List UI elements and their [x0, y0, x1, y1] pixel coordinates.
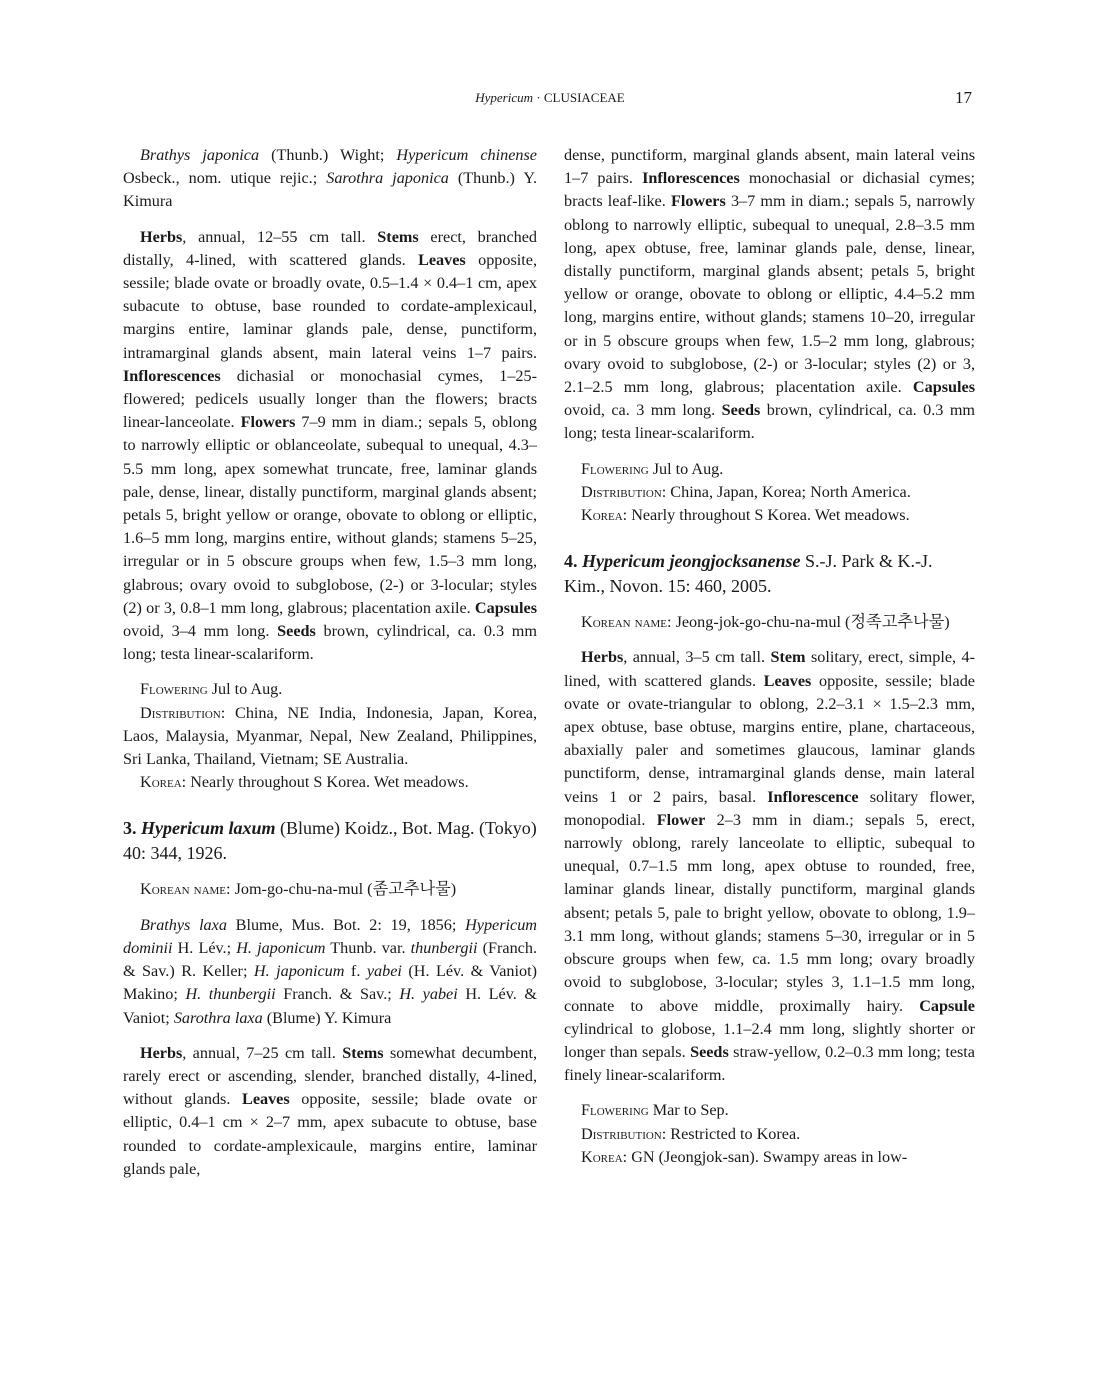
- bold-term: Leaves: [763, 671, 812, 690]
- text-run: Blume, Mus. Bot. 2: 19, 1856;: [226, 915, 466, 934]
- flowering-label: Flowering: [140, 680, 208, 699]
- bold-term: Stem: [770, 648, 806, 667]
- description-paragraph: [564, 646, 975, 1087]
- distribution-line: [564, 1123, 975, 1146]
- bold-term: Stems: [342, 1043, 384, 1062]
- bold-term: Inflorescences: [642, 169, 740, 188]
- text-run: ovoid, 3–4 mm long.: [123, 622, 278, 641]
- text-run: cylindrical to globose, 1.1–2.4 mm long, slightly shorter or longer than sepals.: [564, 1019, 975, 1061]
- species-name: Hypericum laxum: [141, 818, 276, 839]
- text-run: ovoid, ca. 3 mm long.: [564, 401, 722, 420]
- running-title: [0, 90, 1100, 106]
- korea-line: [564, 504, 975, 527]
- flowering-label: Flowering: [581, 459, 649, 478]
- text-run: somewhat decumbent, rarely erect or ascending, slender, branched distally, 4-lined, without glands.: [123, 1043, 538, 1109]
- text-run: brown, cylindrical, ca. 0.3 mm long; testa linear-scalariform.: [123, 622, 537, 664]
- text-run: monochasial or dichasial cymes; bracts leaf-like.: [564, 169, 976, 211]
- description-paragraph: [123, 226, 537, 667]
- bold-term: Seeds: [690, 1042, 729, 1061]
- bold-term: Flower: [656, 810, 706, 829]
- distribution-value: China, NE India, Indonesia, Japan, Korea, Laos, Malaysia, Myanmar, Nepal, New Zealand, Philippines, Sri Lanka, Thailand, Vietnam; SE Australia.: [123, 703, 537, 769]
- text-run: H. Lév. & Vaniot;: [123, 985, 537, 1027]
- text-run: opposite, sessile; blade ovate or ovate-triangular to oblong, 2.2–3.1 × 1.5–2.3 mm, apex obtuse, base obtuse, margins entire, plane, chartaceous, abaxially paler and sometimes glaucous, laminar glands punctiform, dense, intramarginal glands dense, main lateral veins 1 or 2 pairs, basal.: [564, 671, 975, 806]
- korean-name-label: Korean name:: [581, 613, 672, 632]
- korea-value: GN (Jeongjok-san). Swampy areas in low-: [627, 1147, 908, 1166]
- bold-term: Flowers: [670, 192, 726, 211]
- text-run: solitary, erect, simple, 4-lined, with scattered glands.: [564, 648, 976, 690]
- text-run: (Thunb.) Y. Kimura: [123, 169, 537, 211]
- synonyms-paragraph: [123, 914, 537, 1030]
- distribution-line: [123, 702, 537, 772]
- bold-term: Stems: [377, 227, 419, 246]
- korea-value: Nearly throughout S Korea. Wet meadows.: [627, 506, 910, 525]
- korean-name-value: Jeong-jok-go-chu-na-mul (정족고추나물): [671, 613, 950, 632]
- bold-term: Seeds: [277, 622, 316, 641]
- species-heading: [123, 816, 537, 866]
- text-run: opposite, sessile; blade ovate or broadly ovate, 0.5–1.4 × 0.4–1 cm, apex subacute to obtuse, base rounded to cordate-amplexicaul, margins entire, laminar glands pale, dense, punctiform, intramarginal glands absent, main lateral veins 1–7 pairs.: [123, 250, 537, 362]
- species-name: Hypericum jeongjocksanense: [582, 551, 801, 572]
- flowering-line: [564, 1099, 975, 1122]
- text-run: Thunb. var.: [325, 938, 411, 957]
- text-run: H. Lév.;: [172, 938, 237, 957]
- text-run: dense, punctiform, marginal glands absent, main lateral veins 1–7 pairs.: [564, 146, 975, 188]
- italic-name: Brathys laxa: [140, 915, 227, 934]
- synonyms-paragraph: [123, 144, 537, 214]
- italic-name: H. yabei: [399, 985, 458, 1004]
- species-heading: [564, 549, 975, 599]
- text-run: Osbeck., nom. utique rejic.;: [123, 169, 327, 188]
- flowering-value: Jul to Aug.: [648, 459, 724, 478]
- korea-label: Korea:: [581, 1147, 628, 1166]
- korea-value: Nearly throughout S Korea. Wet meadows.: [186, 773, 469, 792]
- text-run: f.: [344, 962, 367, 981]
- flowering-line: [123, 678, 537, 701]
- distribution-line: [564, 481, 975, 504]
- species-author: S.-J. Park & K.-J. Kim., Novon. 15: 460, 2005.: [564, 551, 933, 597]
- text-run: (Blume) Y. Kimura: [262, 1008, 392, 1027]
- korea-label: Korea:: [581, 506, 628, 525]
- bold-term: Capsules: [912, 378, 975, 397]
- italic-name: Sarothra japonica: [326, 169, 449, 188]
- korean-name-label: Korean name:: [140, 880, 231, 899]
- text-run: 3–7 mm in diam.; sepals 5, narrowly oblong to narrowly elliptic, subequal to unequal, 2.8–3.5 mm long, apex obtuse, free, laminar glands pale, dense, linear, distally punctiform, marginal glands absent; petals 5, bright yellow or orange, obovate to oblong or elliptic, 4.4–5.2 mm long, margins entire, without glands; stamens 10–20, irregular or in 5 obscure groups when few, 1.5–2 mm long, glabrous; ovary ovoid to subglobose, (2-) or 3-locular; styles (2) or 3, 2.1–2.5 mm long, glabrous; placentation axile.: [564, 192, 975, 397]
- text-run: 2–3 mm in diam.; sepals 5, erect, narrowly oblong, rarely lanceolate to elliptic, subequal to unequal, 0.7–1.5 mm long, apex obtuse to rounded, free, laminar glands linear, distally punctiform, marginal glands absent; petals 5, pale to bright yellow, obovate to oblong, 1.9–3.1 mm long, without glands; stamens 5–30, irregular or in 5 obscure groups when few, ca. 1.5 mm long; ovary broadly ovoid to subglobose, 3-locular; styles 3, 1.1–1.5 mm long, connate to above middle, proximally hairy.: [564, 810, 975, 1015]
- distribution-label: Distribution:: [581, 482, 667, 501]
- flowering-line: [564, 458, 975, 481]
- italic-name: H. thunbergii: [185, 985, 276, 1004]
- italic-name: yabei: [366, 962, 402, 981]
- korean-name-line: [123, 878, 537, 901]
- text-run: , annual, 12–55 cm tall.: [182, 227, 378, 246]
- species-author: (Blume) Koidz., Bot. Mag. (Tokyo) 40: 344, 1926.: [123, 818, 537, 864]
- text-run: dichasial or monochasial cymes, 1–25-flowered; pedicels usually longer than the flowers; bracts linear-lanceolate.: [123, 366, 537, 432]
- species-number: 3.: [123, 818, 137, 839]
- bold-term: Capsules: [474, 598, 537, 617]
- italic-name: Sarothra laxa: [173, 1008, 263, 1027]
- text-run: , annual, 7–25 cm tall.: [182, 1043, 343, 1062]
- running-title-genus: Hypericum: [475, 90, 534, 105]
- page-number: 17: [955, 88, 972, 107]
- flowering-label: Flowering: [581, 1101, 649, 1120]
- bold-term: Leaves: [242, 1090, 290, 1109]
- text-run: opposite, sessile; blade ovate or elliptic, 0.4–1 cm × 2–7 mm, apex subacute to obtuse, base rounded to cordate-amplexicaule, margins entire, laminar glands pale,: [123, 1090, 537, 1178]
- running-header: [0, 88, 1100, 112]
- text-run: , annual, 3–5 cm tall.: [623, 648, 771, 667]
- description-paragraph: [564, 144, 975, 446]
- italic-name: Hypericum dominii: [123, 915, 537, 957]
- italic-name: Brathys japonica: [140, 146, 260, 164]
- bold-term: Inflorescence: [767, 787, 859, 806]
- species-number: 4.: [564, 551, 578, 572]
- flowering-value: Mar to Sep.: [648, 1101, 729, 1120]
- running-title-family: · CLUSIACEAE: [533, 90, 625, 105]
- italic-name: H. japonicum: [253, 962, 345, 981]
- bold-term: Leaves: [418, 250, 466, 269]
- bold-term: Seeds: [721, 401, 761, 420]
- italic-name: thunbergii: [410, 938, 478, 957]
- text-run: straw-yellow, 0.2–0.3 mm long; testa finely linear-scalariform.: [564, 1042, 975, 1085]
- right-column: [564, 144, 975, 1169]
- distribution-label: Distribution:: [140, 703, 226, 722]
- text-run: (Franch. & Sav.) R. Keller;: [123, 938, 538, 981]
- description-paragraph: [123, 1042, 537, 1181]
- bold-term: Flowers: [240, 413, 296, 432]
- bold-term: Herbs: [140, 227, 183, 246]
- korea-line: [564, 1146, 975, 1169]
- korea-label: Korea:: [140, 773, 187, 792]
- text-run: brown, cylindrical, ca. 0.3 mm long; testa linear-scalariform.: [564, 401, 975, 443]
- left-column: [123, 144, 537, 1181]
- distribution-value: China, Japan, Korea; North America.: [666, 482, 911, 501]
- text-run: erect, branched distally, 4-lined, with scattered glands.: [123, 227, 538, 269]
- bold-term: Capsule: [919, 996, 975, 1015]
- bold-term: Inflorescences: [123, 366, 221, 385]
- distribution-label: Distribution:: [581, 1124, 667, 1143]
- text-run: Franch. & Sav.;: [275, 985, 400, 1004]
- text-run: solitary flower, monopodial.: [564, 787, 975, 829]
- flowering-value: Jul to Aug.: [207, 680, 283, 699]
- distribution-value: Restricted to Korea.: [666, 1124, 801, 1143]
- text-run: (Thunb.) Wight;: [259, 146, 397, 164]
- korean-name-line: [564, 611, 975, 634]
- korea-line: [123, 771, 537, 794]
- korean-name-value: Jom-go-chu-na-mul (좀고추나물): [230, 880, 457, 899]
- italic-name: H. japonicum: [236, 938, 326, 957]
- italic-name: Hypericum chinense: [396, 146, 537, 164]
- bold-term: Herbs: [581, 648, 624, 667]
- text-run: (H. Lév. & Vaniot) Makino;: [123, 962, 538, 1004]
- bold-term: Herbs: [140, 1043, 183, 1062]
- text-run: 7–9 mm in diam.; sepals 5, oblong to narrowly elliptic or oblanceolate, subequal to unequal, 4.3–5.5 mm long, apex somewhat truncate, free, laminar glands pale, dense, linear, distally punctiform, marginal glands absent; petals 5, bright yellow or orange, obovate to oblong or elliptic, 1.6–5 mm long, margins entire, without glands; stamens 5–25, irregular or in 5 obscure groups when few, 1.5–3 mm long, glabrous; ovary ovoid to subglobose, (2-) or 3-locular; styles (2) or 3, 0.8–1 mm long, glabrous; placentation axile.: [123, 413, 537, 617]
